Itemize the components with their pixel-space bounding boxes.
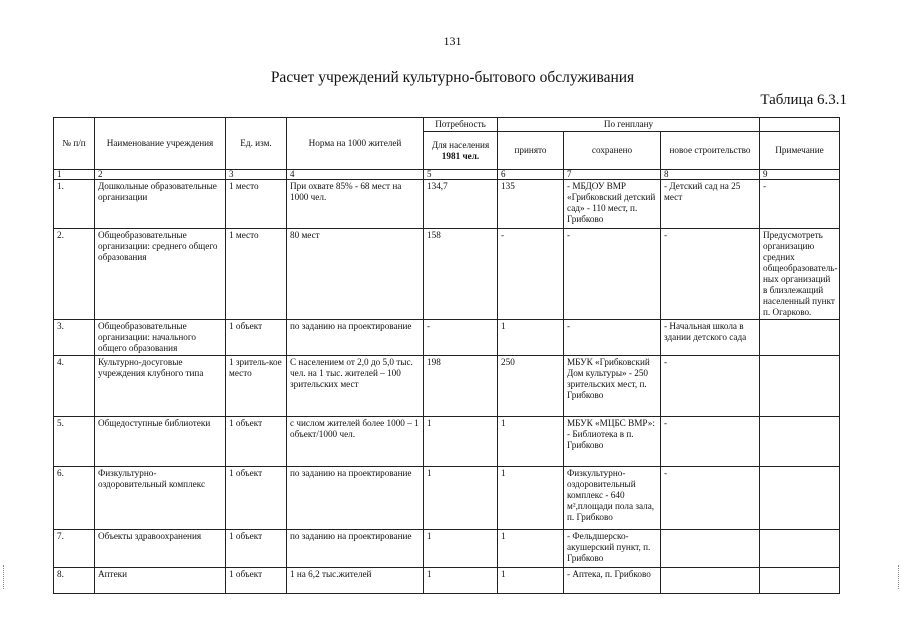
row-need: 198: [424, 356, 498, 417]
row-num: 1.: [54, 180, 95, 229]
row-kept: МБУК «МЦБС ВМР»: - Библиотека в п. Грибково: [564, 417, 661, 467]
document-title: Расчет учреждений культурно-бытового обслуживания: [270, 69, 635, 86]
row-num: 7.: [54, 530, 95, 568]
header-note: Примечание: [760, 132, 840, 170]
header-need-sub-bold: 1981 чел.: [441, 150, 480, 161]
row-kept: Физкультурно-оздоровительный комплекс - 640 м²,площади пола зала, п. Грибково: [564, 467, 661, 530]
row-name: Общеобразовательные организации: начального общего образования: [95, 320, 226, 356]
row-name: Аптеки: [95, 568, 226, 594]
table-row: [54, 356, 840, 417]
header-new-build: новое строительство: [661, 132, 760, 170]
row-accepted: -: [498, 229, 564, 320]
row-new-build: -: [661, 356, 760, 417]
column-number: 8: [661, 170, 760, 180]
row-unit: 1 объект: [226, 530, 287, 568]
row-note: [760, 417, 840, 467]
header-need-sub: [424, 132, 498, 170]
table-row: [54, 417, 840, 467]
row-need: 1: [424, 467, 498, 530]
row-kept: - Аптека, п. Грибково: [564, 568, 661, 594]
row-kept: -: [564, 320, 661, 356]
column-number: 2: [95, 170, 226, 180]
row-unit: 1 место: [226, 229, 287, 320]
row-norm: по заданию на проектирование: [287, 530, 424, 568]
row-unit: 1 место: [226, 180, 287, 229]
header-unit: Ед. изм.: [226, 118, 287, 170]
row-name: Общедоступные библиотеки: [95, 417, 226, 467]
row-unit: 1 объект: [226, 320, 287, 356]
table-caption: Таблица 6.3.1: [760, 92, 847, 108]
header-plan-group: По генплану: [498, 118, 760, 132]
row-note: [760, 530, 840, 568]
row-norm: 1 на 6,2 тыс.жителей: [287, 568, 424, 594]
header-note-blank: [760, 118, 840, 132]
row-name: Дошкольные образовательные организации: [95, 180, 226, 229]
row-accepted: 1: [498, 467, 564, 530]
row-num: 6.: [54, 467, 95, 530]
column-number: 3: [226, 170, 287, 180]
row-name: Объекты здравоохранения: [95, 530, 226, 568]
row-new-build: -: [661, 417, 760, 467]
row-unit: 1 объект: [226, 417, 287, 467]
row-accepted: 135: [498, 180, 564, 229]
scan-edge-mark-left: [3, 565, 8, 589]
scan-edge-mark-right: [898, 565, 903, 589]
row-norm: с числом жителей более 1000 – 1 объект/1000 чел.: [287, 417, 424, 467]
header-norm: Норма на 1000 жителей: [287, 118, 424, 170]
header-need-group: Потребность: [424, 118, 498, 132]
page-number: 131: [443, 34, 462, 48]
row-num: 5.: [54, 417, 95, 467]
row-note: Предусмотреть организацию средних общеобразователь-ных организаций в близлежащий населенный пункт п. Огарково.: [760, 229, 840, 320]
row-new-build: -: [661, 467, 760, 530]
table-row: [54, 530, 840, 568]
row-num: 2.: [54, 229, 95, 320]
row-need: 1: [424, 568, 498, 594]
row-num: 3.: [54, 320, 95, 356]
row-new-build: [661, 568, 760, 594]
row-new-build: -: [661, 229, 760, 320]
header-num: № п/п: [54, 118, 95, 170]
row-need: 1: [424, 417, 498, 467]
row-need: 158: [424, 229, 498, 320]
header-accepted: принято: [498, 132, 564, 170]
row-need: 134,7: [424, 180, 498, 229]
header-need-sub-text: Для населения: [431, 139, 490, 150]
column-number: 1: [54, 170, 95, 180]
row-note: [760, 467, 840, 530]
row-name: Культурно-досуговые учреждения клубного типа: [95, 356, 226, 417]
row-accepted: 250: [498, 356, 564, 417]
column-number: 7: [564, 170, 661, 180]
row-note: -: [760, 180, 840, 229]
row-kept: МБУК «Грибковский Дом культуры» - 250 зрительских мест, п. Грибково: [564, 356, 661, 417]
row-note: [760, 568, 840, 594]
row-need: 1: [424, 530, 498, 568]
row-name: Общеобразовательные организации: среднего общего образования: [95, 229, 226, 320]
header-name: Наименование учреждения: [95, 118, 226, 170]
row-kept: -: [564, 229, 661, 320]
row-norm: С населением от 2,0 до 5,0 тыс. чел. на 1 тыс. жителей – 100 зрительских мест: [287, 356, 424, 417]
table-row: [54, 180, 840, 229]
table-row: [54, 467, 840, 530]
row-norm: 80 мест: [287, 229, 424, 320]
row-need: -: [424, 320, 498, 356]
table-row: [54, 229, 840, 320]
column-number-row: [54, 170, 840, 180]
row-accepted: 1: [498, 530, 564, 568]
row-kept: - МБДОУ ВМР «Грибковский детский сад» - 110 мест, п. Грибково: [564, 180, 661, 229]
row-new-build: - Детский сад на 25 мест: [661, 180, 760, 229]
row-note: [760, 320, 840, 356]
column-number: 9: [760, 170, 840, 180]
row-unit: 1 зритель-кое место: [226, 356, 287, 417]
row-new-build: [661, 530, 760, 568]
row-accepted: 1: [498, 568, 564, 594]
table-row: [54, 320, 840, 356]
row-norm: по заданию на проектирование: [287, 467, 424, 530]
column-number: 4: [287, 170, 424, 180]
header-kept: сохранено: [564, 132, 661, 170]
facilities-table: [53, 117, 840, 594]
row-num: 4.: [54, 356, 95, 417]
row-num: 8.: [54, 568, 95, 594]
row-kept: - Фельдшерско-акушерский пункт, п. Грибково: [564, 530, 661, 568]
row-accepted: 1: [498, 320, 564, 356]
row-new-build: - Начальная школа в здании детского сада: [661, 320, 760, 356]
row-name: Физкультурно-оздоровительный комплекс: [95, 467, 226, 530]
table-row: [54, 568, 840, 594]
row-unit: 1 объект: [226, 467, 287, 530]
row-accepted: 1: [498, 417, 564, 467]
row-unit: 1 объект: [226, 568, 287, 594]
column-number: 5: [424, 170, 498, 180]
row-note: [760, 356, 840, 417]
column-number: 6: [498, 170, 564, 180]
row-norm: по заданию на проектирование: [287, 320, 424, 356]
row-norm: При охвате 85% - 68 мест на 1000 чел.: [287, 180, 424, 229]
